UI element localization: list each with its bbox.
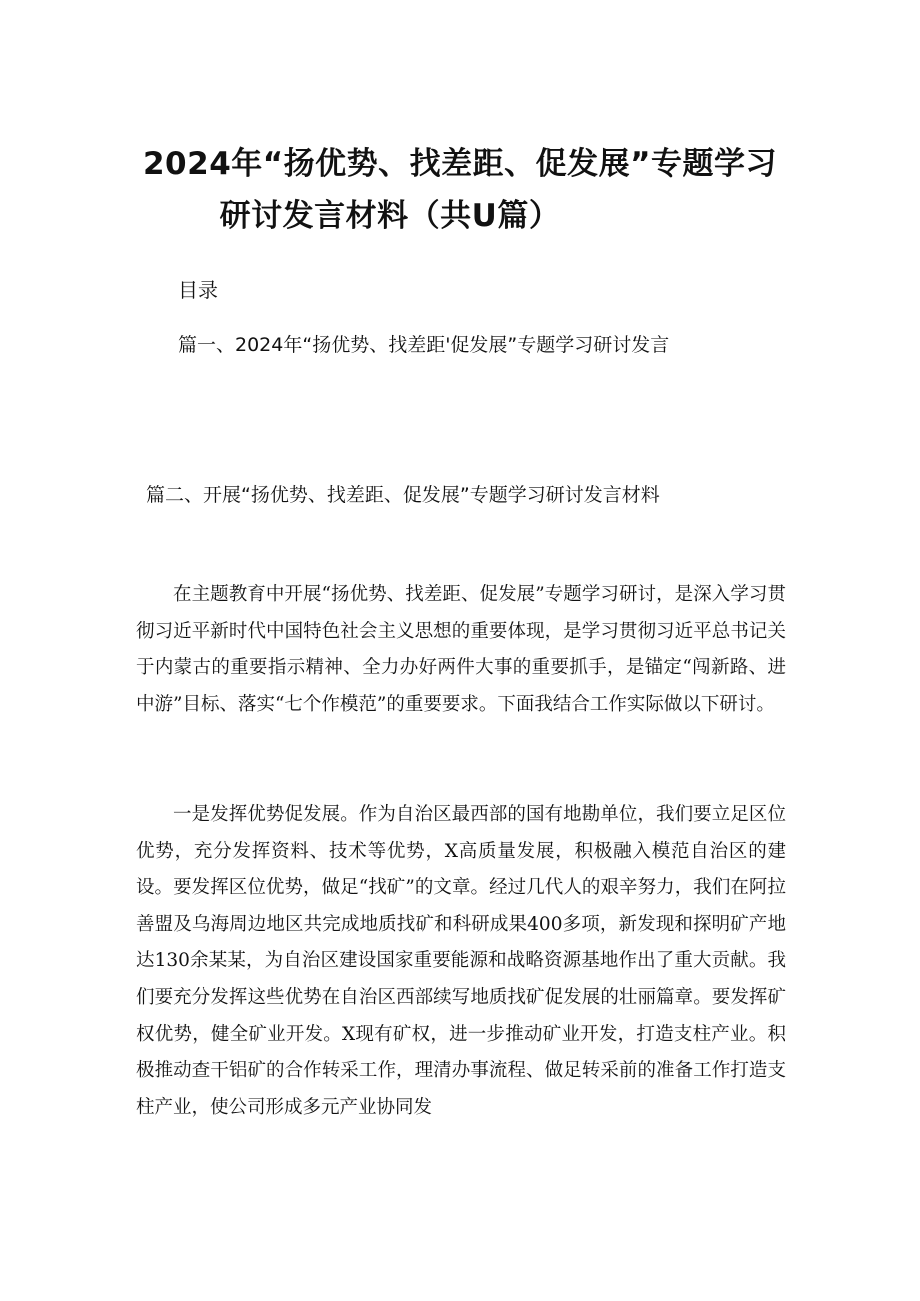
document-title-line-2: 研讨发言材料（共U篇） bbox=[219, 198, 561, 234]
toc-heading: 目录 bbox=[178, 278, 218, 302]
toc-item-2: 篇二、开展“扬优势、找差距、促发展”专题学习研讨发言材料 bbox=[146, 484, 660, 506]
body-paragraph-1: 在主题教育中开展“扬优势、找差距、促发展”专题学习研讨，是深入学习贯彻习近平新时代中国特色社会主义思想的重要体现，是学习贯彻习近平总书记关于内蒙古的重要指示精神、全力办好两件大事的重要抓手，是锚定“闯新路、进中游”目标、落实“七个作模范”的重要要求。下面我结合工作实际做以下研讨。 bbox=[136, 584, 786, 715]
toc-item-1: 篇一、2024年“扬优势、找差距'促发展”专题学习研讨发言 bbox=[178, 334, 670, 356]
document-title-line-1: 2024年“扬优势、找差距、促发展”专题学习 bbox=[142, 146, 778, 182]
body-paragraph-2: 一是发挥优势促发展。作为自治区最西部的国有地勘单位，我们要立足区位优势，充分发挥资料、技术等优势，X高质量发展，积极融入模范自治区的建设。要发挥区位优势，做足“找矿”的文章。经过几代人的艰辛努力，我们在阿拉善盟及乌海周边地区共完成地质找矿和科研成果400多项，新发现和探明矿产地达130余某某，为自治区建设国家重要能源和战略资源基地作出了重大贡献。我们要充分发挥这些优势在自治区西部续写地质找矿促发展的壮丽篇章。要发挥矿权优势，健全矿业开发。X现有矿权，进一步推动矿业开发，打造支柱产业。积极推动查干铝矿的合作转采工作，理清办事流程、做足转采前的准备工作打造支柱产业，使公司形成多元产业协同发 bbox=[136, 804, 786, 1118]
